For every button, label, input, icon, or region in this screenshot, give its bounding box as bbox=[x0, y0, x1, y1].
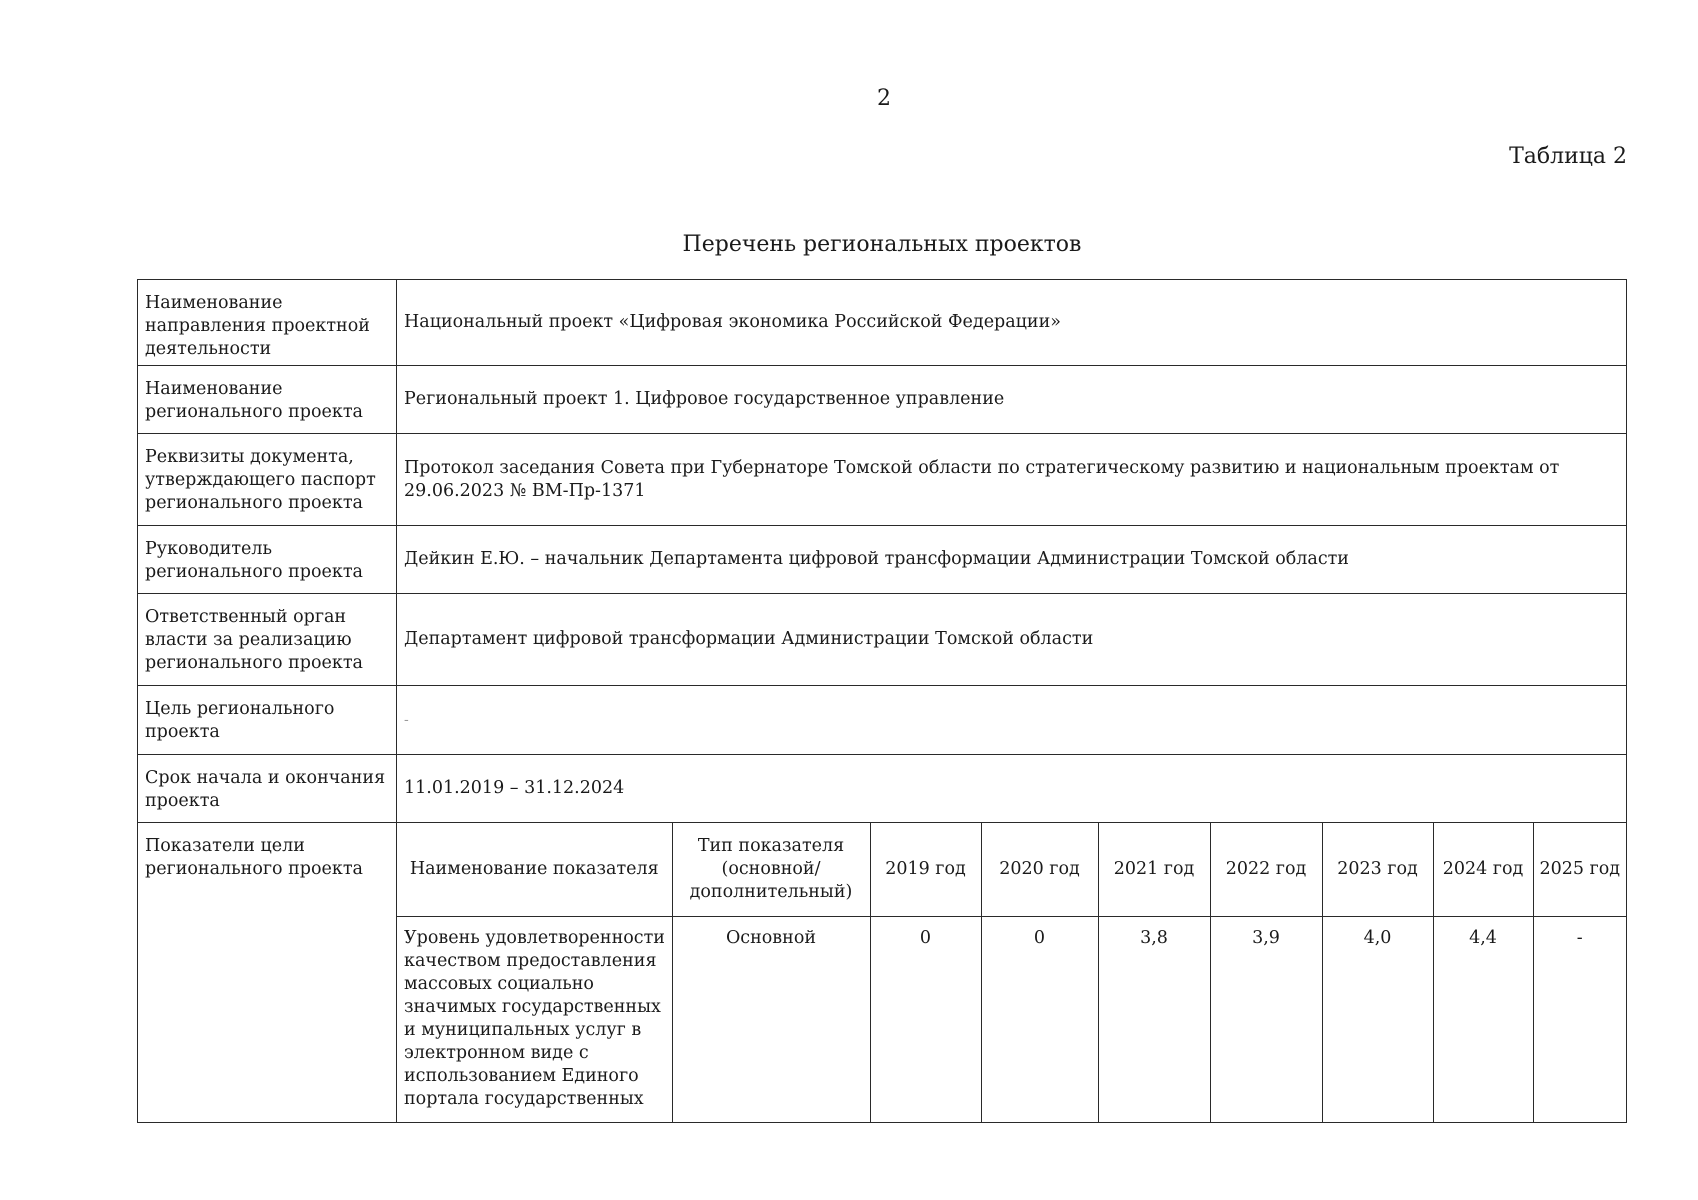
table-row bbox=[138, 594, 1627, 686]
row-value-goal: - bbox=[397, 686, 1627, 755]
header-year-2020: 2020 год bbox=[981, 823, 1098, 916]
header-year-2019: 2019 год bbox=[870, 823, 981, 916]
row-value-responsible: Департамент цифровой трансформации Администрации Томской области bbox=[397, 594, 1627, 686]
table-row bbox=[138, 686, 1627, 755]
table-row bbox=[138, 280, 1627, 366]
table-row bbox=[138, 823, 1627, 1123]
indicator-value-2020: 0 bbox=[981, 916, 1098, 1122]
header-year-2021: 2021 год bbox=[1098, 823, 1210, 916]
indicator-type: Основной bbox=[672, 916, 870, 1122]
row-label-goal: Цель регионального проекта bbox=[138, 686, 397, 755]
indicator-value-2024: 4,4 bbox=[1433, 916, 1533, 1122]
table-row bbox=[138, 366, 1627, 434]
projects-table bbox=[137, 279, 1627, 1123]
indicator-value-2023: 4,0 bbox=[1322, 916, 1433, 1122]
row-value-head: Дейкин Е.Ю. – начальник Департамента цифровой трансформации Администрации Томской области bbox=[397, 526, 1627, 594]
document-title: Перечень региональных проектов bbox=[682, 232, 1082, 257]
header-indicator-name: Наименование показателя bbox=[397, 823, 672, 916]
row-label-responsible: Ответственный орган власти за реализацию регионального проекта bbox=[138, 594, 397, 686]
table-row bbox=[138, 434, 1627, 526]
header-year-2025: 2025 год bbox=[1533, 823, 1626, 916]
page-number: 2 bbox=[877, 86, 891, 111]
row-value-project-name: Региональный проект 1. Цифровое государственное управление bbox=[397, 366, 1627, 434]
row-value-direction: Национальный проект «Цифровая экономика Российской Федерации» bbox=[397, 280, 1627, 366]
row-label-period: Срок начала и окончания проекта bbox=[138, 755, 397, 823]
row-label-direction: Наименование направления проектной деятельности bbox=[138, 280, 397, 366]
indicator-value-2019: 0 bbox=[870, 916, 981, 1122]
row-label-head: Руководитель регионального проекта bbox=[138, 526, 397, 594]
row-label-document: Реквизиты документа, утверждающего паспорт регионального проекта bbox=[138, 434, 397, 526]
indicator-row bbox=[397, 916, 1626, 1122]
indicator-value-2021: 3,8 bbox=[1098, 916, 1210, 1122]
indicators-header-row bbox=[397, 823, 1626, 916]
indicator-name: Уровень удовлетворенности качеством предоставления массовых социально значимых государственных и муниципальных услуг в электронном виде с использованием Единого портала государственных bbox=[397, 916, 672, 1122]
row-label-indicators: Показатели цели регионального проекта bbox=[138, 823, 397, 1123]
row-label-project-name: Наименование регионального проекта bbox=[138, 366, 397, 434]
indicator-value-2025: - bbox=[1533, 916, 1626, 1122]
header-year-2024: 2024 год bbox=[1433, 823, 1533, 916]
indicator-value-2022: 3,9 bbox=[1210, 916, 1322, 1122]
indicators-cell bbox=[397, 823, 1627, 1123]
table-row bbox=[138, 755, 1627, 823]
row-value-period: 11.01.2019 – 31.12.2024 bbox=[397, 755, 1627, 823]
header-year-2022: 2022 год bbox=[1210, 823, 1322, 916]
header-year-2023: 2023 год bbox=[1322, 823, 1433, 916]
header-indicator-type: Тип показателя (основной/ дополнительный) bbox=[672, 823, 870, 916]
table-row bbox=[138, 526, 1627, 594]
table-label: Таблица 2 bbox=[1509, 144, 1627, 169]
indicators-table bbox=[397, 823, 1626, 1122]
row-value-document: Протокол заседания Совета при Губернаторе Томской области по стратегическому развитию и национальным проектам от 29.06.2023 № ВМ-Пр-1371 bbox=[397, 434, 1627, 526]
